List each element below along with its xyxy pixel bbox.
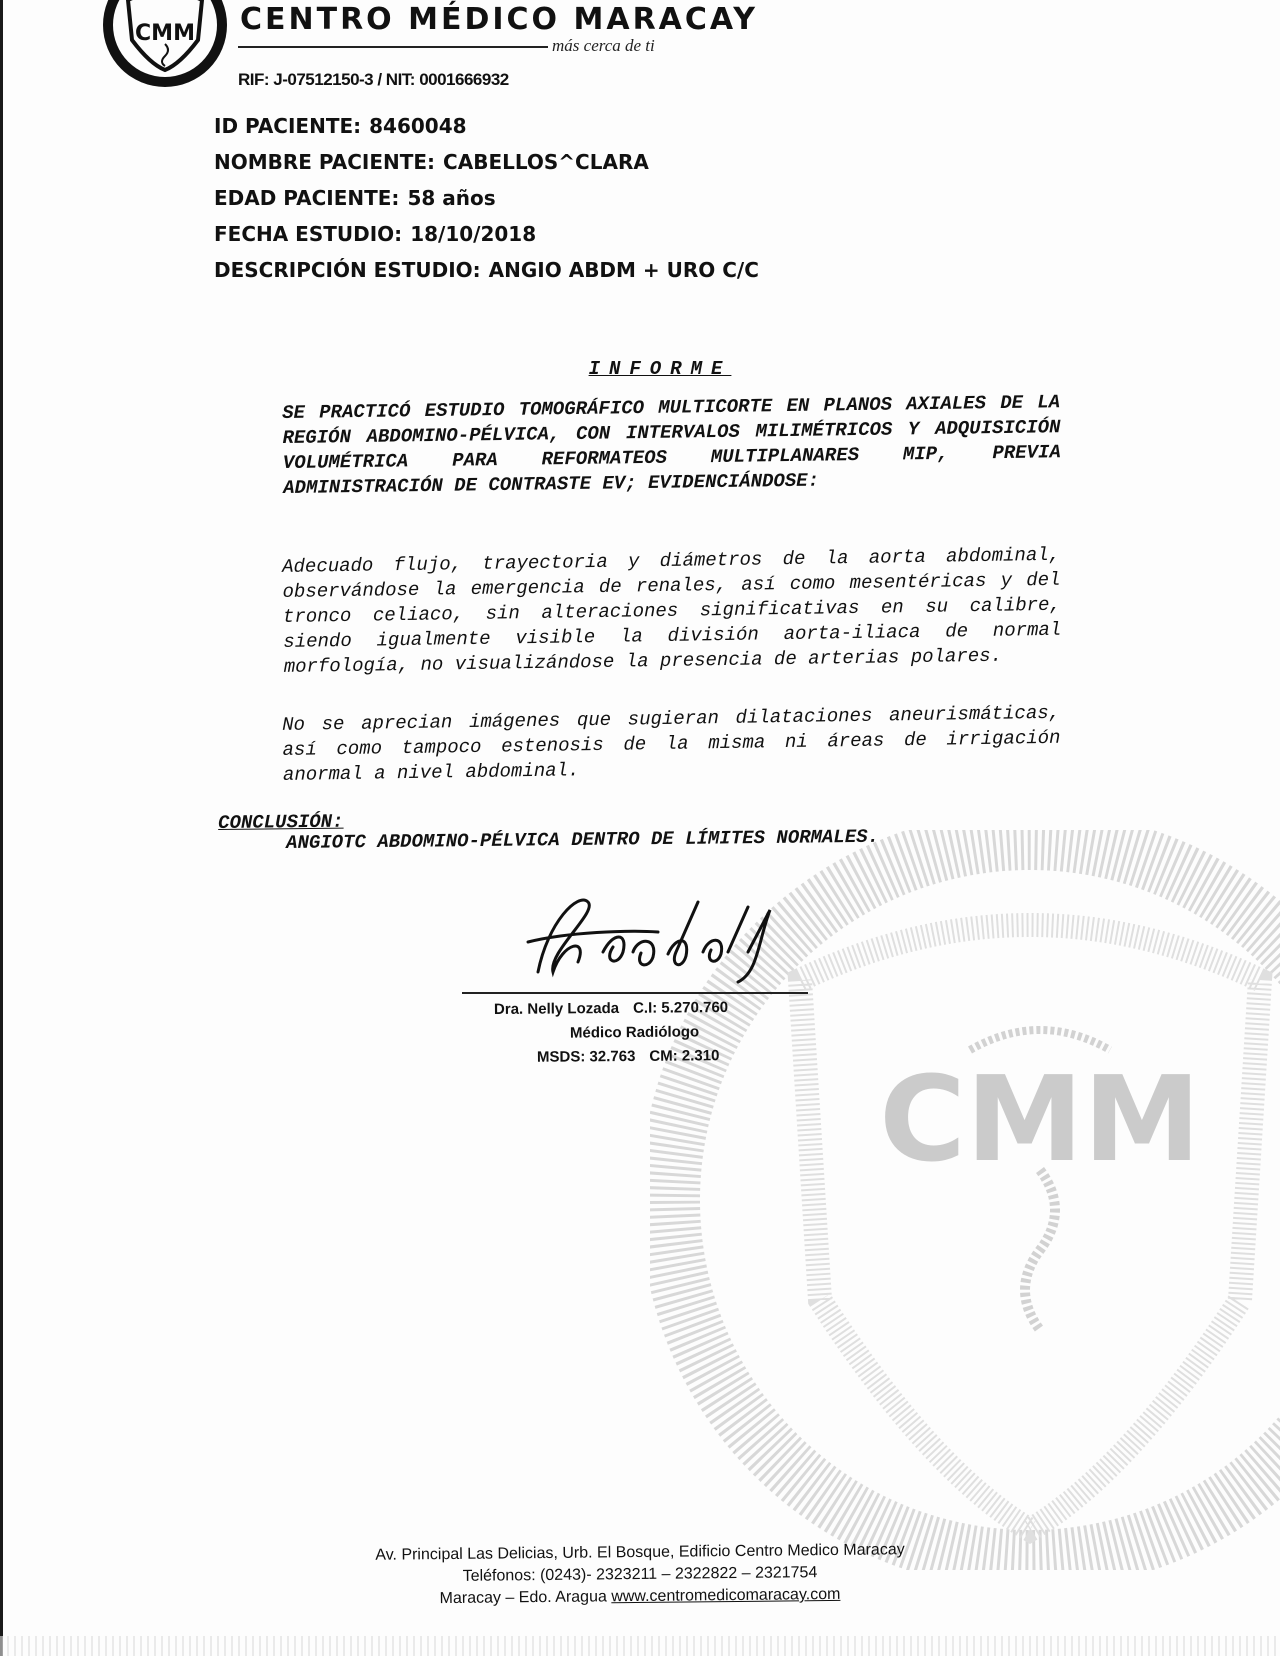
signer-ci: C.I: 5.270.760: [632, 998, 729, 1017]
signature-rule: [462, 992, 808, 994]
report-title: INFORME: [588, 358, 732, 380]
footer-phones: Teléfonos: (0243)- 2323211 – 2322822 – 2321754: [462, 1564, 818, 1585]
study-date-row: [214, 222, 536, 246]
report-paragraph-2: [214, 701, 1061, 789]
patient-name-value: CABELLOS^CLARA: [443, 150, 649, 174]
signer-cm: CM: 2.310: [649, 1047, 720, 1065]
signer-name: Dra. Nelly Lozada: [493, 999, 620, 1019]
patient-age-row: [214, 186, 496, 210]
study-description-row: [214, 258, 759, 282]
study-description-label: DESCRIPCIÓN ESTUDIO:: [214, 258, 481, 282]
center-rif: RIF: J-07512150-3 / NIT: 0001666932: [238, 70, 509, 89]
signer-msds: MSDS: 32.763: [536, 1047, 636, 1066]
study-date-value: 18/10/2018: [410, 222, 537, 246]
scan-edge-line: [0, 0, 3, 1656]
scan-bottom-edge: [0, 1636, 1280, 1656]
patient-name-label: NOMBRE PACIENTE:: [214, 150, 436, 174]
report-intro: [214, 390, 1061, 502]
patient-id-value: 8460048: [369, 114, 467, 138]
study-description-value: ANGIO ABDM + URO C/C: [488, 258, 759, 282]
patient-name-row: [214, 150, 649, 174]
signer-title: Médico Radiólogo: [569, 1023, 700, 1042]
patient-id-label: ID PACIENTE:: [214, 114, 362, 138]
logo-text: CMM: [135, 21, 195, 46]
conclusion-text: ANGIOTC ABDOMINO-PÉLVICA DENTRO DE LÍMITES NORMALES.: [286, 825, 880, 854]
center-name: CENTRO MÉDICO MARACAY: [240, 2, 758, 37]
study-date-label: FECHA ESTUDIO:: [214, 222, 403, 246]
footer-website-link[interactable]: www.centromedicomaracay.com: [611, 1585, 841, 1606]
patient-id-row: [214, 114, 467, 138]
report-paragraph-1: [214, 543, 1062, 681]
watermark-text: CMM: [879, 1050, 1201, 1188]
footer-address: Av. Principal Las Delicias, Urb. El Bosque, Edificio Centro Medico Maracay: [375, 1541, 905, 1564]
handwritten-signature: [508, 882, 788, 992]
report-paragraph-1-text: Adecuado flujo, trayectoria y diámetros de la aorta abdominal, observándose la emergencia de renales, así como mesentéricas y del tronco celiaco, sin alteraciones significativas en su calibre, siendo igualmente visible la división aorta-iliaca de normal morfología, no visualizándose la presencia de arterias polares.: [282, 543, 1062, 678]
signer-registration-row: [537, 1047, 720, 1066]
patient-age-value: 58 años: [407, 186, 496, 210]
signer-name-row: [494, 999, 728, 1018]
footer-city: Maracay – Edo. Aragua: [439, 1588, 607, 1608]
report-paragraph-2-text: No se aprecian imágenes que sugieran dilataciones aneurismáticas, así como tampoco estenosis de la misma ni áreas de irrigación anormal a nivel abdominal.: [282, 701, 1061, 786]
report-intro-text: SE PRACTICÓ ESTUDIO TOMOGRÁFICO MULTICORTE EN PLANOS AXIALES DE LA REGIÓN ABDOMINO-PÉLVICA, CON INTERVALOS MILIMÉTRICOS Y ADQUISICIÓN VOLUMÉTRICA PARA REFORMATEOS MULTIPLANARES MIP, PREVIA ADMINISTRACIÓN DE CONTRASTE EV; EVIDENCIÁNDOSE:: [282, 391, 1061, 500]
conclusion-label: CONCLUSIÓN:: [218, 810, 344, 834]
center-logo: [100, 0, 230, 90]
header-rule: [238, 46, 548, 48]
patient-age-label: EDAD PACIENTE:: [214, 186, 400, 210]
center-tagline: más cerca de ti: [552, 36, 655, 55]
